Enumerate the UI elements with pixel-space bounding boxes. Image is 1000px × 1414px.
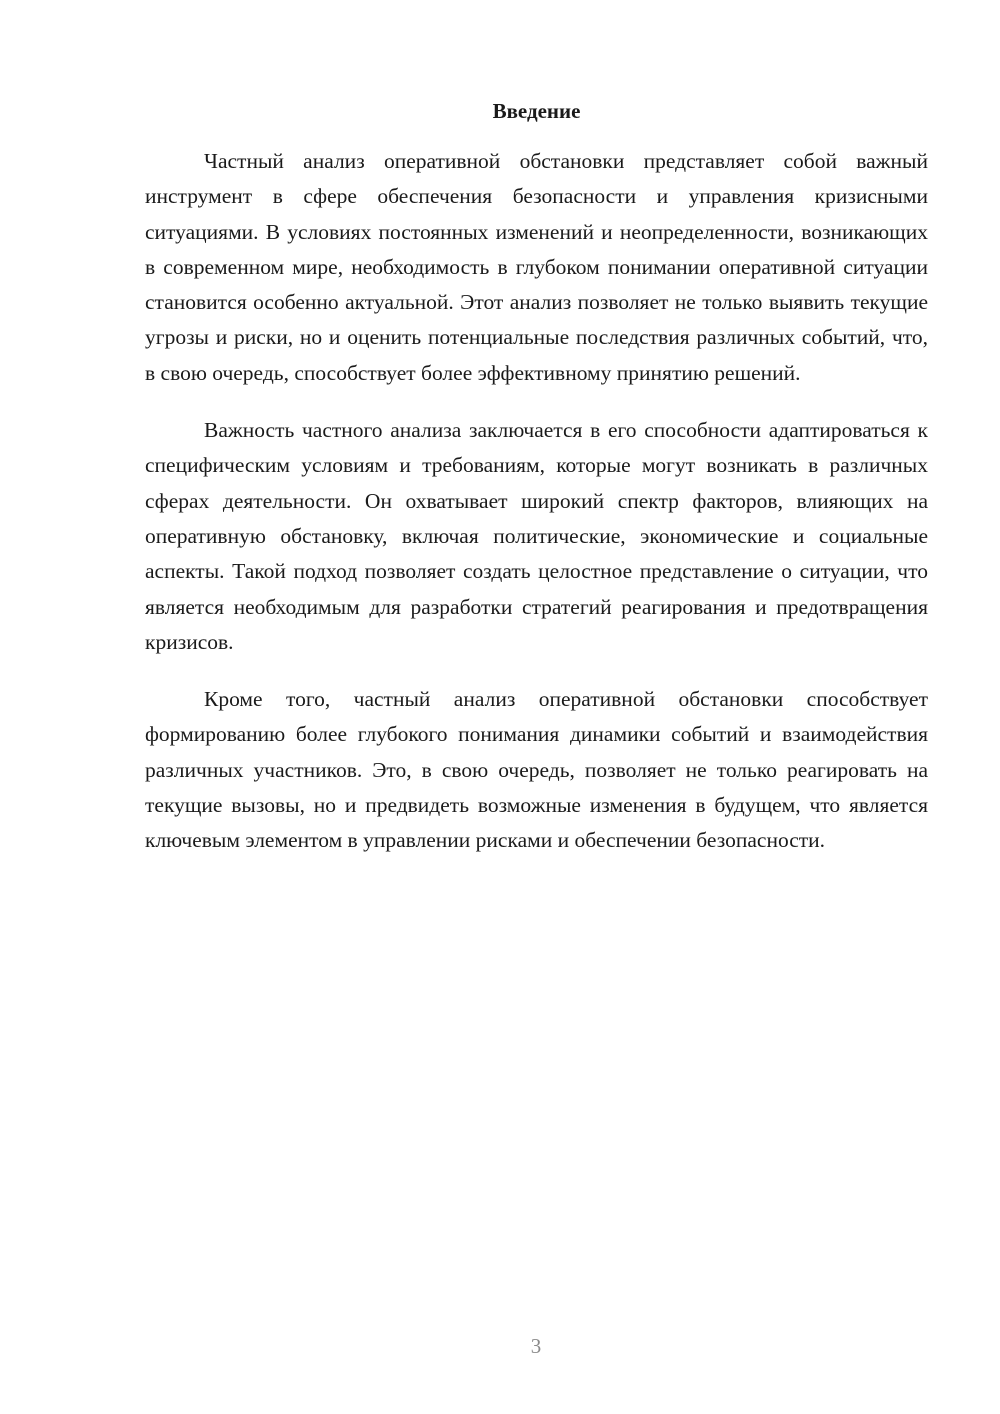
paragraph-1: Частный анализ оперативной обстановки представляет собой важный инструмент в сфере обеспечения безопасности и управления кризисными ситуациями. В условиях постоянных изменений и неопределенности, возникающих в современном мире, необходимость в глубоком понимании оперативной ситуации становится особенно актуальной. Этот анализ позволяет не только выявить текущие угрозы и риски, но и оценить потенциальные последствия различных событий, что, в свою очередь, способствует более эффективному принятию решений. <box>145 149 928 385</box>
page-content <box>145 96 928 859</box>
section-heading: Введение <box>492 99 581 123</box>
paragraph-3: Кроме того, частный анализ оперативной обстановки способствует формированию более глубокого понимания динамики событий и взаимодействия различных участников. Это, в свою очередь, позволяет не только реагировать на текущие вызовы, но и предвидеть возможные изменения в будущем, что является ключевым элементом в управлении рисками и обеспечении безопасности. <box>145 687 928 853</box>
paragraph-2: Важность частного анализа заключается в его способности адаптироваться к специфическим условиям и требованиям, которые могут возникать в различных сферах деятельности. Он охватывает широкий спектр факторов, влияющих на оперативную обстановку, включая политические, экономические и социальные аспекты. Такой подход позволяет создать целостное представление о ситуации, что является необходимым для разработки стратегий реагирования и предотвращения кризисов. <box>145 418 928 654</box>
page-number: 3 <box>530 1334 542 1358</box>
